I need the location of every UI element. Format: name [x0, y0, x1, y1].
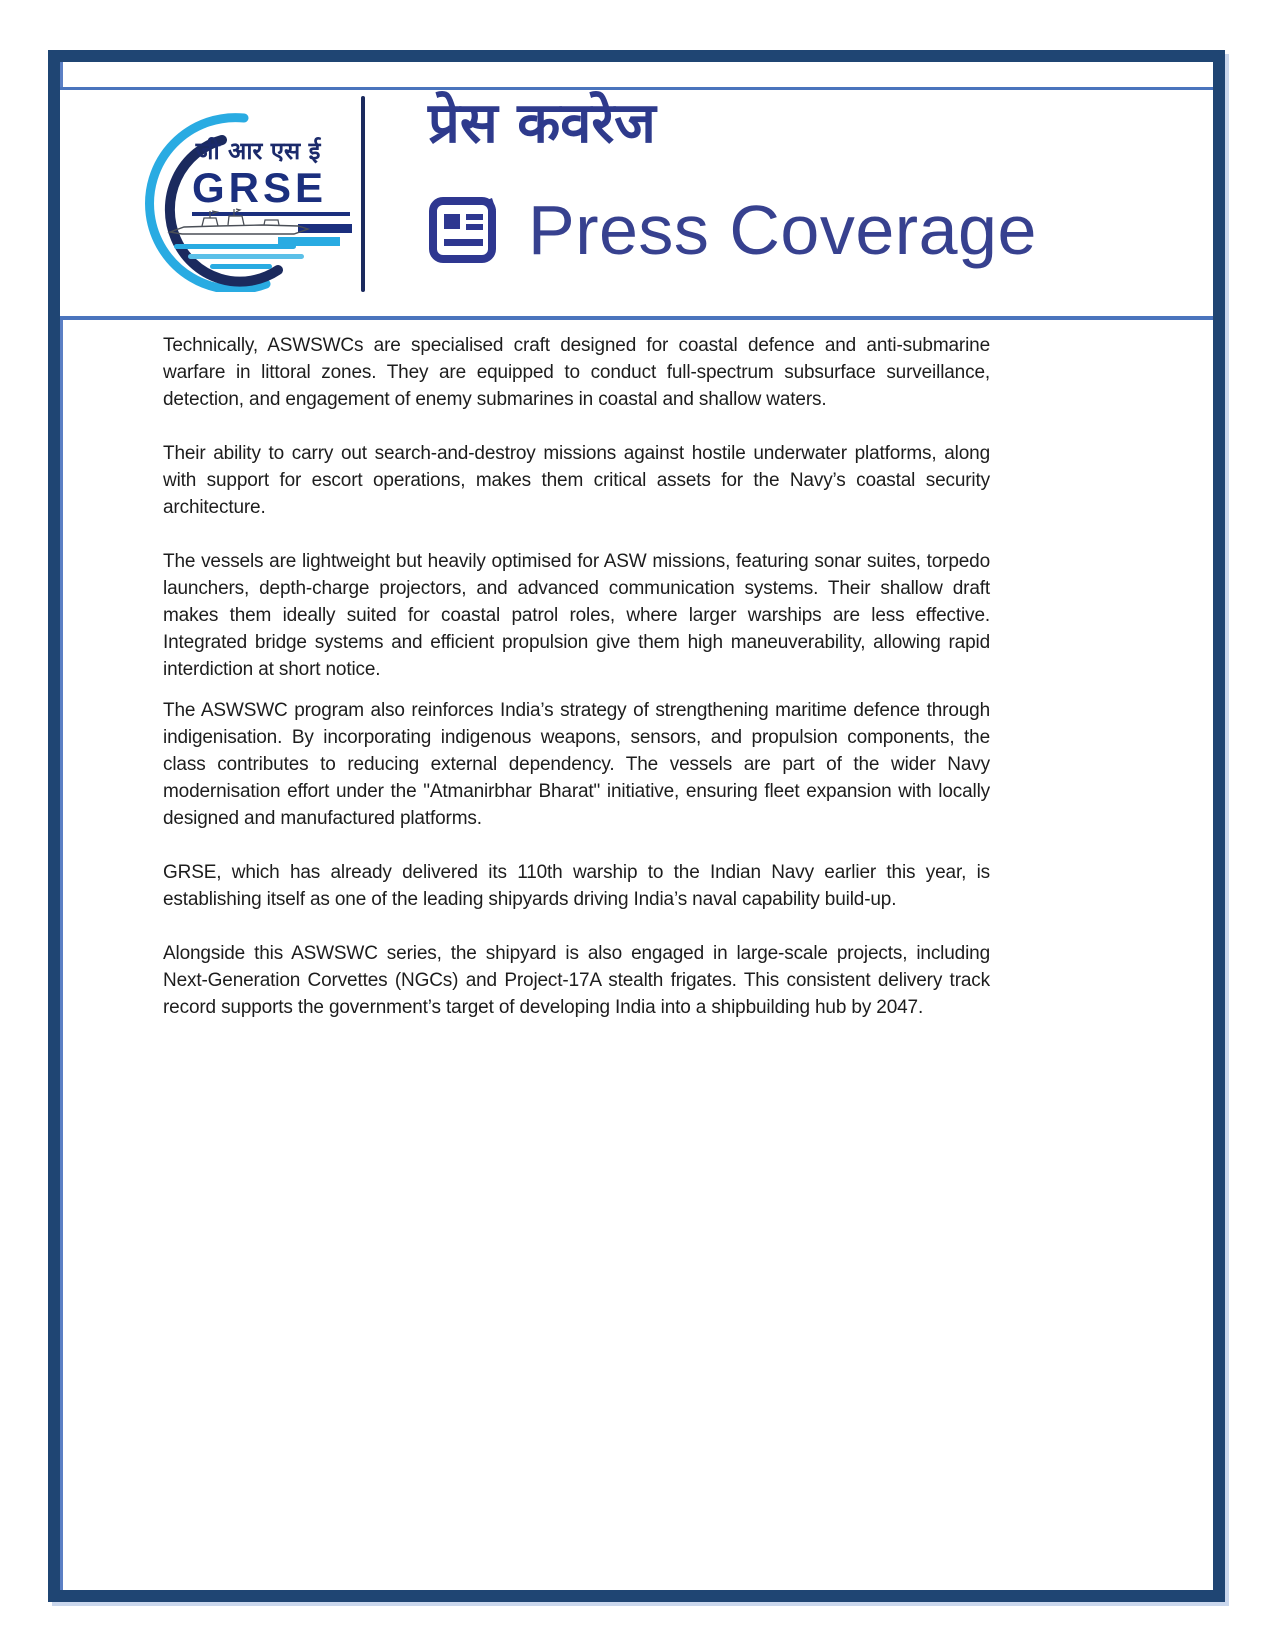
article-body — [60, 320, 990, 1021]
paragraph-grse-110th-warship: GRSE, which has already delivered its 110th warship to the Indian Navy earlier this year, is establishing itself as one of the leading shipyards driving India’s naval capability build-up. — [163, 862, 990, 910]
paragraph-aswswc-overview: Technically, ASWSWCs are specialised craft designed for coastal defence and anti-submarine warfare in littoral zones. They are equipped to conduct full-spectrum subsurface surveillance, detection, and engagement of enemy submarines in coastal and shallow waters. — [163, 335, 990, 410]
paragraph-search-and-destroy: Their ability to carry out search-and-destroy missions against hostile underwater platforms, along with support for escort operations, makes them critical assets for the Navy’s coastal security architecture. — [163, 443, 990, 518]
press-coverage-title-hindi: प्रेस कवरेज — [428, 91, 656, 156]
paragraph-vessel-features: The vessels are lightweight but heavily optimised for ASW missions, featuring sonar suites, torpedo launchers, depth-charge projectors, and advanced communication systems. Their shallow draft makes them ideally suited for coastal patrol roles, where larger warships are less effective. Integrated bridge systems and efficient propulsion give them high maneuverability, allowing rapid interdiction at short notice. — [163, 551, 990, 680]
grse-logo — [126, 112, 352, 292]
grse-logo-acronym: GRSE — [192, 164, 328, 211]
paragraph-other-projects: Alongside this ASWSWC series, the shipyard is also engaged in large-scale projects, including Next-Generation Corvettes (NGCs) and Project-17A stealth frigates. This consistent delivery track record supports the government’s target of developing India into a shipbuilding hub by 2047. — [163, 943, 990, 1018]
warship-sketch-icon — [166, 208, 312, 240]
header-divider — [361, 96, 365, 292]
press-coverage-title-english: Press Coverage — [528, 191, 1037, 269]
press-coverage-title-row — [422, 188, 1037, 272]
sea-waves-icon — [170, 242, 320, 272]
press-coverage-header — [60, 87, 1213, 320]
grse-logo-hindi-text: जी आर एस ई — [195, 137, 321, 165]
newspaper-icon — [422, 188, 506, 272]
paragraph-indigenisation: The ASWSWC program also reinforces India’s strategy of strengthening maritime defence through indigenisation. By incorporating indigenous weapons, sensors, and propulsion components, the class contributes to reducing external dependency. The vessels are part of the wider Navy modernisation effort under the "Atmanirbhar Bharat" initiative, ensuring fleet expansion with locally designed and manufactured platforms. — [163, 700, 990, 829]
document-page-frame — [48, 50, 1225, 1602]
